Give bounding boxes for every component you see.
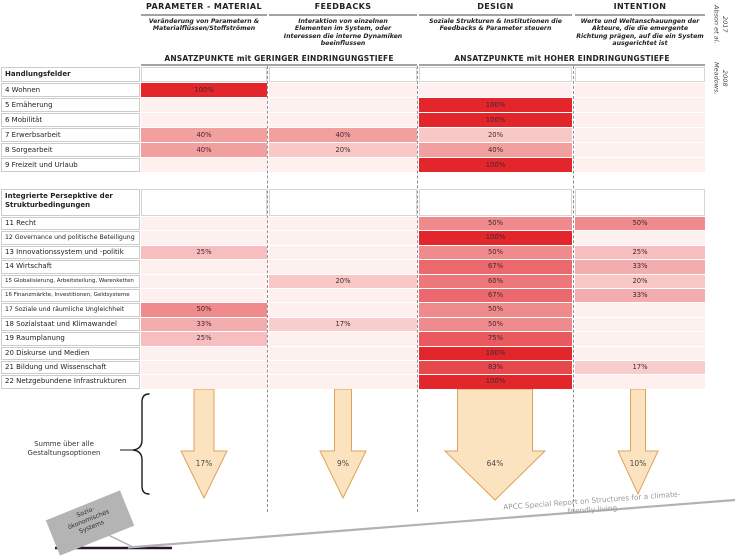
heat-cell: 50% xyxy=(419,318,572,331)
heat-cell xyxy=(141,260,267,273)
empty-header-cell xyxy=(141,67,267,82)
row-label: 12 Governance und politische Beteiligung xyxy=(1,231,140,244)
heat-cell xyxy=(269,332,417,345)
heat-cell: 75% xyxy=(419,332,572,345)
row-label: 22 Netzgebundene Infrastrukturen xyxy=(1,375,140,388)
heat-cell xyxy=(141,113,267,127)
heat-cell: 33% xyxy=(575,260,705,273)
heat-cell xyxy=(269,361,417,374)
sum-arrow-3 xyxy=(618,389,658,494)
heat-cell: 20% xyxy=(575,275,705,288)
heat-cell: 100% xyxy=(419,347,572,360)
heat-cell xyxy=(269,217,417,230)
column-rule xyxy=(269,14,417,16)
heat-cell xyxy=(575,332,705,345)
sum-arrow-label: 17% xyxy=(195,459,213,468)
heat-cell xyxy=(419,83,572,97)
heat-cell xyxy=(575,128,705,142)
heat-cell: 33% xyxy=(575,289,705,302)
column-header-feedbacks xyxy=(269,2,417,47)
column-subtitle: Interaktion von einzelnen Elementen im System, oder Interessen die interne Dynamiken beeinflussen xyxy=(283,18,403,47)
heat-cell: 60% xyxy=(419,275,572,288)
heat-cell: 33% xyxy=(141,318,267,331)
column-title: FEEDBACKS xyxy=(314,2,372,11)
heat-cell xyxy=(269,113,417,127)
sum-arrow-label: 10% xyxy=(629,459,647,468)
heat-cell: 40% xyxy=(419,143,572,157)
heat-cell: 17% xyxy=(269,318,417,331)
heat-cell xyxy=(141,289,267,302)
row-label: 11 Recht xyxy=(1,217,140,230)
empty-header-cell xyxy=(269,67,417,82)
sum-label: Summe über alle Gestaltungsoptionen xyxy=(27,440,101,457)
heat-cell xyxy=(269,231,417,244)
column-header-design xyxy=(419,2,572,33)
heat-cell xyxy=(575,318,705,331)
heat-cell xyxy=(269,260,417,273)
column-rule xyxy=(141,14,267,16)
row-label: 15 Globalisierung, Arbeitsteilung, Warenketten xyxy=(1,275,140,288)
column-rule xyxy=(419,14,572,16)
row-label: 6 Mobilität xyxy=(1,113,140,127)
heat-cell: 40% xyxy=(269,128,417,142)
heat-cell: 67% xyxy=(419,289,572,302)
heat-cell: 50% xyxy=(419,246,572,259)
sum-brace xyxy=(133,394,149,494)
row-label: 21 Bildung und Wissenschaft xyxy=(1,361,140,374)
heat-cell: 50% xyxy=(575,217,705,230)
sum-arrow-label: 64% xyxy=(486,459,504,468)
heat-cell: 100% xyxy=(141,83,267,97)
heat-cell xyxy=(575,98,705,112)
heat-cell: 100% xyxy=(419,231,572,244)
heat-cell xyxy=(575,347,705,360)
heat-cell: 100% xyxy=(419,158,572,172)
heat-cell: 25% xyxy=(141,332,267,345)
empty-header-cell xyxy=(419,67,572,82)
empty-header-cell xyxy=(141,189,267,216)
heat-cell xyxy=(141,375,267,388)
citation-meadows: Meadows, 2008 xyxy=(712,61,729,95)
column-header-parameter-material xyxy=(141,2,267,33)
heat-cell: 25% xyxy=(141,246,267,259)
heat-cell: 67% xyxy=(419,260,572,273)
heat-cell xyxy=(141,231,267,244)
column-subtitle: Werte und Weltanschauungen der Akteure, die die emergente Richtung prägen, auf die ein System ausgerichtet ist xyxy=(576,18,704,47)
heat-cell: 50% xyxy=(419,303,572,316)
group-rule xyxy=(141,64,417,66)
heat-cell xyxy=(575,231,705,244)
heat-cell: 40% xyxy=(141,128,267,142)
heat-cell xyxy=(269,158,417,172)
row-label: 5 Ernäherung xyxy=(1,98,140,112)
heat-cell xyxy=(269,289,417,302)
heat-cell xyxy=(141,98,267,112)
empty-header-cell xyxy=(269,189,417,216)
column-subtitle: Soziale Strukturen & Institutionen die Feedbacks & Parameter steuern xyxy=(429,18,562,33)
sum-arrow-0 xyxy=(181,389,227,498)
column-title: PARAMETER - MATERIAL xyxy=(146,2,262,11)
heat-cell xyxy=(269,83,417,97)
heat-cell xyxy=(269,98,417,112)
heat-cell: 100% xyxy=(419,375,572,388)
group-label-text: ANSATZPUNKTE mit HOHER EINDRINGUNGSTIEFE xyxy=(454,54,670,63)
row-label: 13 Innovationssystem und -politik xyxy=(1,246,140,259)
group-label-low-depth xyxy=(141,54,417,66)
heat-cell: 40% xyxy=(141,143,267,157)
heat-cell: 83% xyxy=(419,361,572,374)
heat-cell: 50% xyxy=(419,217,572,230)
column-header-intention xyxy=(575,2,705,47)
empty-header-cell xyxy=(575,67,705,82)
heat-cell: 100% xyxy=(419,113,572,127)
heat-cell xyxy=(269,347,417,360)
row-label: 9 Freizeit und Urlaub xyxy=(1,158,140,172)
row-label: 7 Erwerbsarbeit xyxy=(1,128,140,142)
heat-cell xyxy=(141,217,267,230)
heat-cell: 20% xyxy=(419,128,572,142)
heat-cell xyxy=(575,375,705,388)
row-label: 18 Sozialstaat und Klimawandel xyxy=(1,318,140,331)
sum-arrow-2 xyxy=(445,389,545,500)
column-title: INTENTION xyxy=(613,2,667,11)
heat-cell: 20% xyxy=(269,275,417,288)
heat-cell xyxy=(269,303,417,316)
empty-header-cell xyxy=(575,189,705,216)
heat-cell xyxy=(269,375,417,388)
heat-cell: 50% xyxy=(141,303,267,316)
heat-cell: 100% xyxy=(419,98,572,112)
heat-cell xyxy=(575,158,705,172)
heat-cell xyxy=(141,347,267,360)
heat-cell xyxy=(575,113,705,127)
row-label: 20 Diskurse und Medien xyxy=(1,347,140,360)
column-subtitle: Veränderung von Parametern & Materialflüssen/Stoffströmen xyxy=(148,18,260,33)
row-label: 8 Sorgearbeit xyxy=(1,143,140,157)
heat-cell xyxy=(575,143,705,157)
source-note: APCC Special Report on Structures for a climate-friendly living xyxy=(502,489,681,516)
heat-cell: 25% xyxy=(575,246,705,259)
heat-cell xyxy=(269,246,417,259)
citation-abson: Abson et al. 2017 xyxy=(712,4,729,44)
heat-cell xyxy=(141,275,267,288)
group-label-text: ANSATZPUNKTE mit GERINGER EINDRINGUNGSTIEFE xyxy=(164,54,394,63)
column-rule xyxy=(575,14,705,16)
sum-arrow-1 xyxy=(320,389,366,498)
row-label: 14 Wirtschaft xyxy=(1,260,140,273)
group-rule xyxy=(419,64,705,66)
column-title: DESIGN xyxy=(477,2,514,11)
heat-cell xyxy=(575,303,705,316)
row-label: 16 Finanzmärkte, Investitionen, Geldsysteme xyxy=(1,289,140,302)
section-header: Integrierte Persepktive der Strukturbedingungen xyxy=(1,189,140,216)
section-header: Handlungsfelder xyxy=(1,67,140,82)
group-label-high-depth xyxy=(419,54,705,66)
heat-cell xyxy=(575,83,705,97)
row-label: 17 Soziale und räumliche Ungleichheit xyxy=(1,303,140,316)
sum-arrow-label: 9% xyxy=(337,459,349,468)
empty-header-cell xyxy=(419,189,572,216)
row-label: 19 Raumplanung xyxy=(1,332,140,345)
row-label: 4 Wohnen xyxy=(1,83,140,97)
heat-cell: 20% xyxy=(269,143,417,157)
socio-economic-system-label: Sozio- ökonomisches Systems xyxy=(46,490,134,555)
heat-cell: 17% xyxy=(575,361,705,374)
heat-cell xyxy=(141,361,267,374)
heat-cell xyxy=(141,158,267,172)
